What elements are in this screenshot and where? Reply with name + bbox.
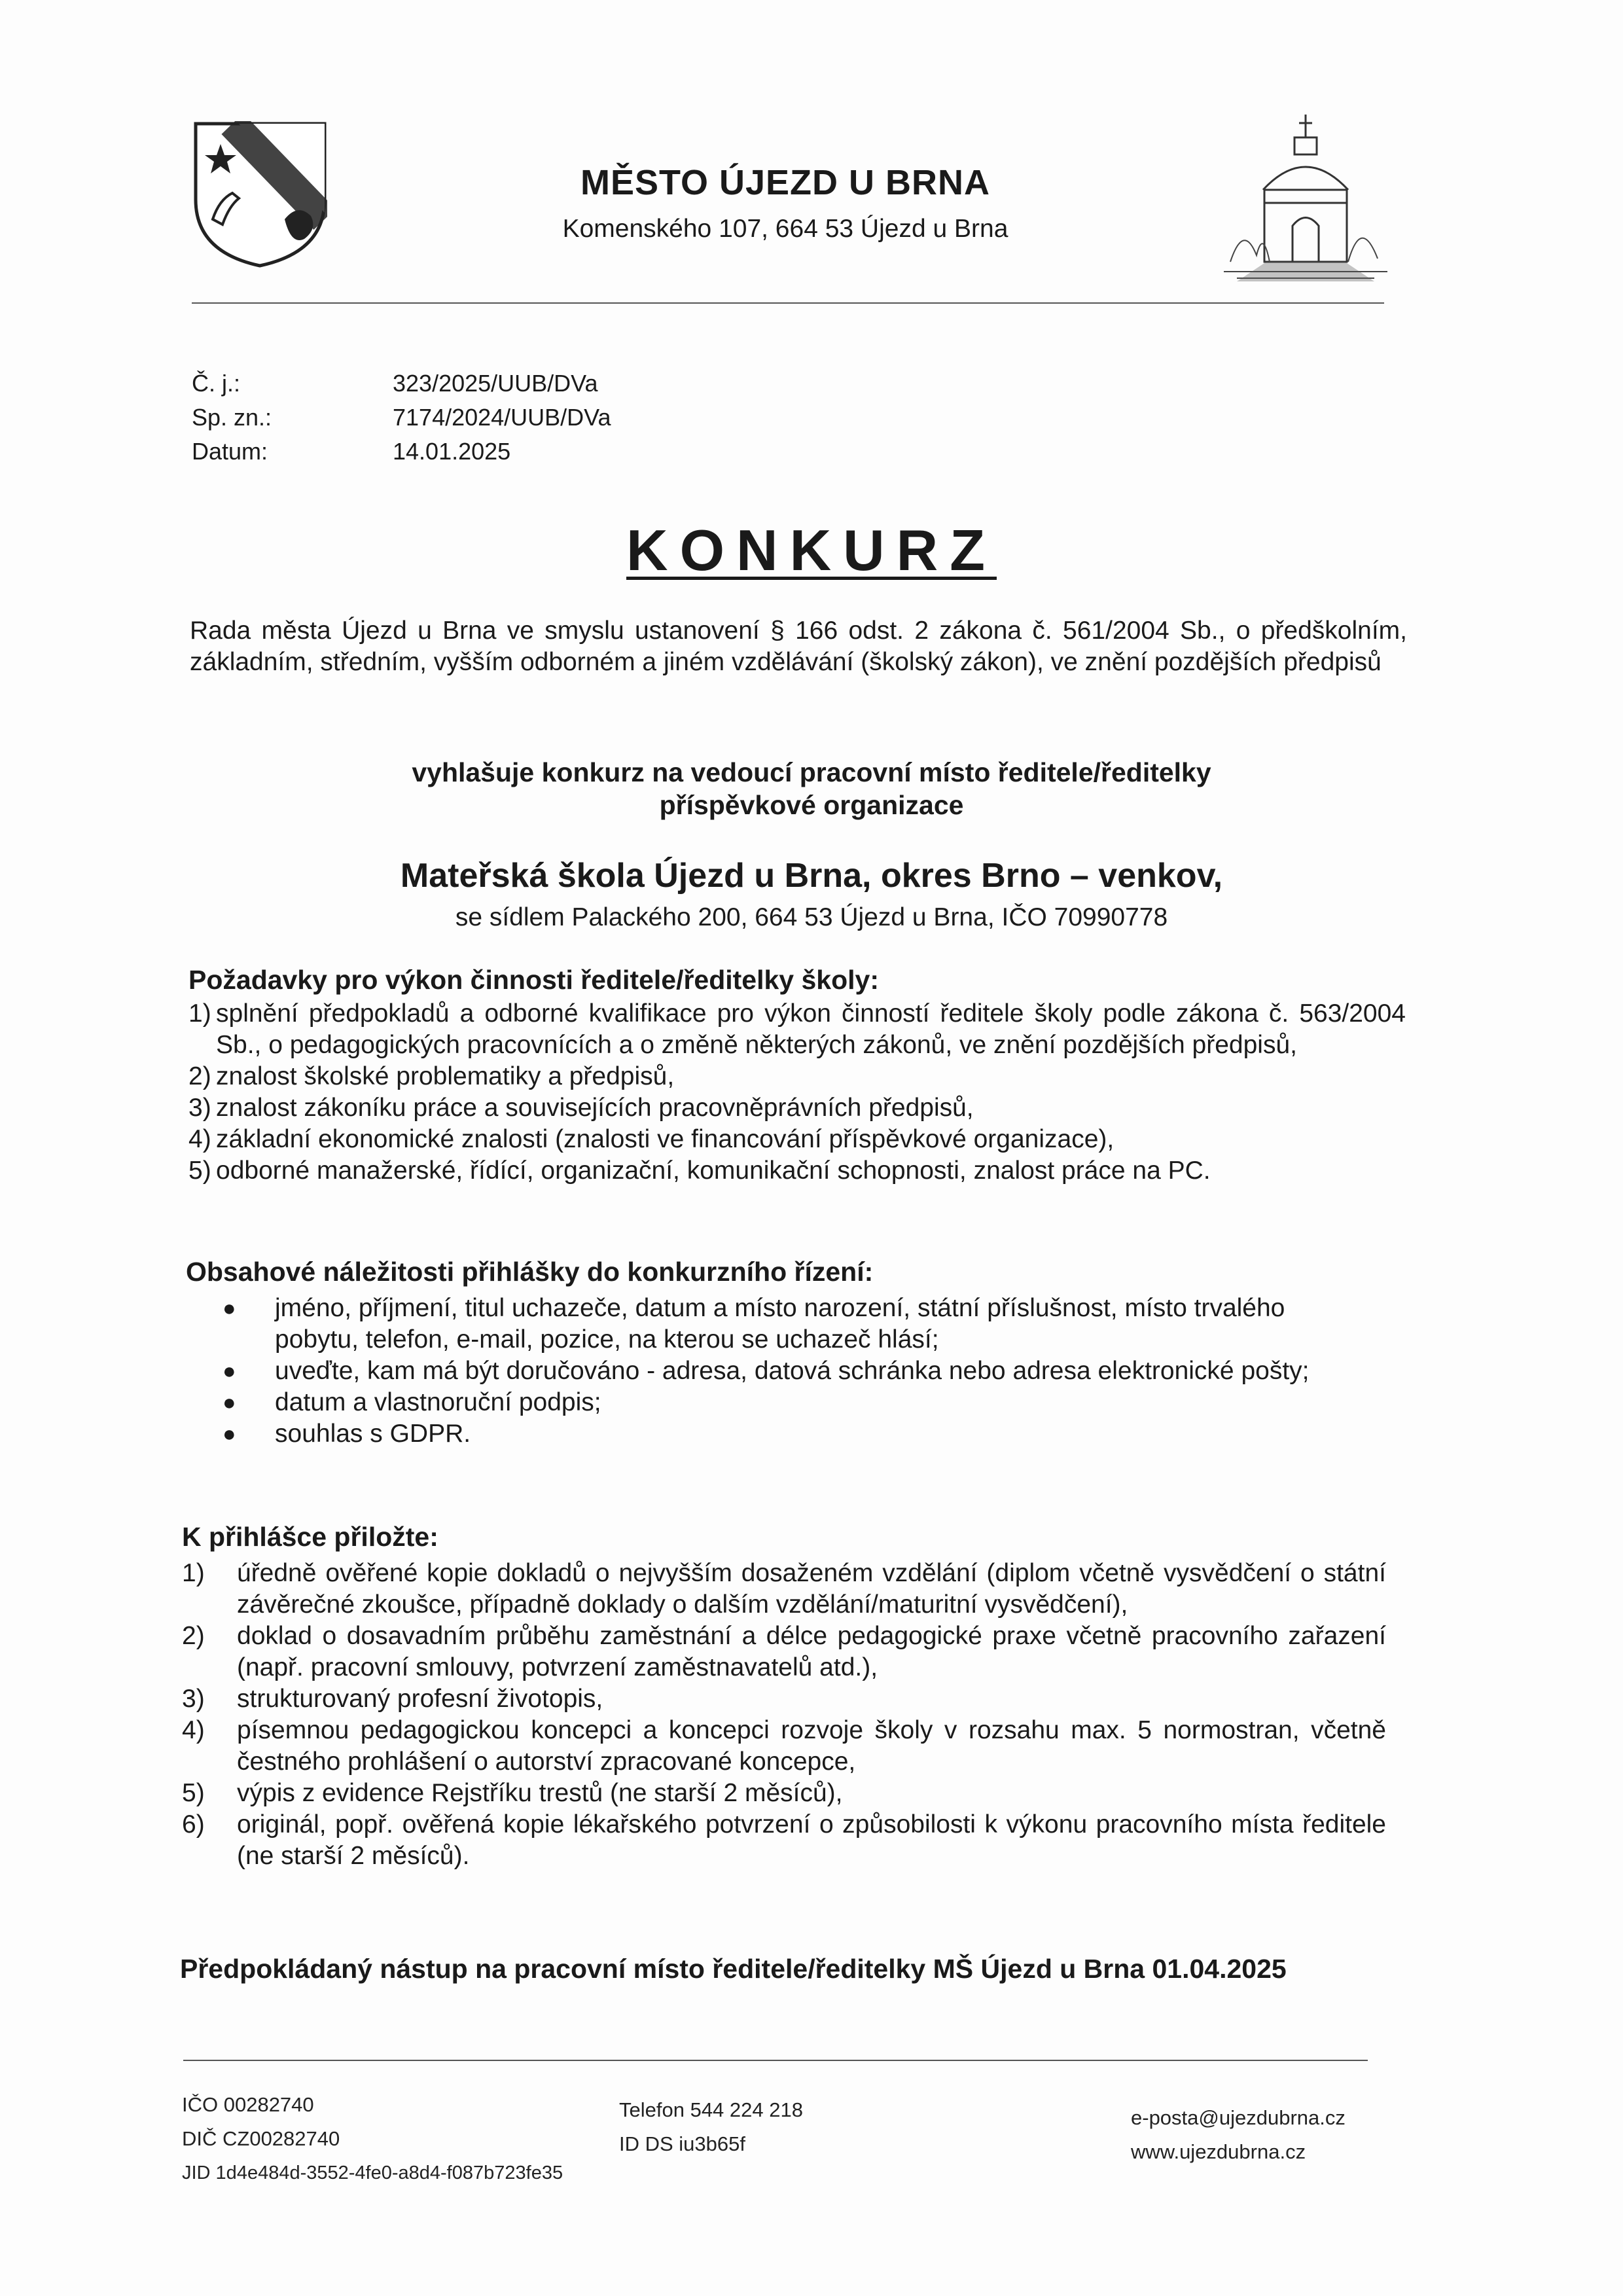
item-text: znalost školské problematiky a předpisů, — [216, 1062, 675, 1090]
bullet-icon: ● — [223, 1422, 236, 1446]
list-item — [182, 1621, 1386, 1683]
footer-email: e-posta@ujezdubrna.cz — [1131, 2106, 1346, 2129]
item-text: písemnou pedagogickou koncepci a koncepci rozvoje školy v rozsahu max. 5 normostran, včetně čestného prohlášení o autorství zpracované koncepce, — [237, 1716, 1386, 1776]
attachments-list — [182, 1558, 1386, 1872]
item-text: strukturovaný profesní životopis, — [237, 1685, 603, 1713]
footer-online — [1131, 2101, 1346, 2169]
footer-data-box: ID DS iu3b65f — [619, 2132, 745, 2155]
list-item — [182, 1558, 1386, 1621]
list-item — [182, 1809, 1386, 1872]
list-item — [188, 998, 1406, 1061]
footer-contact — [619, 2093, 803, 2161]
item-text: základní ekonomické znalosti (znalosti ve financování příspěvkové organizace), — [216, 1125, 1115, 1153]
item-text: výpis z evidence Rejstříku trestů (ne starší 2 měsíců), — [237, 1779, 843, 1807]
item-number: 4) — [188, 1125, 211, 1153]
requirements-list — [188, 998, 1406, 1187]
item-number: 2) — [182, 1622, 205, 1650]
item-number: 5) — [182, 1779, 205, 1807]
footer-web: www.ujezdubrna.cz — [1131, 2140, 1306, 2163]
footer-dic: DIČ CZ00282740 — [182, 2127, 340, 2150]
item-text: souhlas s GDPR. — [275, 1420, 471, 1448]
item-text: doklad o dosavadním průběhu zaměstnání a délce pedagogické praxe včetně pracovního zařazení (např. pracovní smlouvy, potvrzení zaměstnavatelů atd.), — [237, 1622, 1386, 1681]
announcement-line-2: příspěvkové organizace — [659, 790, 964, 820]
item-number: 5) — [188, 1157, 211, 1185]
item-text: jméno, příjmení, titul uchazeče, datum a místo narození, státní příslušnost, místo trvalého pobytu, telefon, e-mail, pozice, na kterou se uchazeč hlásí; — [275, 1294, 1285, 1354]
spzn-label: Sp. zn.: — [192, 404, 272, 431]
cj-value: 323/2025/UUB/DVa — [393, 370, 598, 397]
footer-divider — [183, 2060, 1368, 2061]
list-item — [188, 1124, 1406, 1155]
reference-row-spzn — [192, 401, 611, 435]
item-text: uveďte, kam má být doručováno - adresa, datová schránka nebo adresa elektronické pošty; — [275, 1357, 1310, 1385]
expected-start: Předpokládaný nástup na pracovní místo ředitele/ředitelky MŠ Újezd u Brna 01.04.2025 — [180, 1954, 1287, 1984]
coat-of-arms-icon — [193, 121, 327, 268]
item-text: odborné manažerské, řídící, organizační, komunikační schopnosti, znalost práce na PC. — [216, 1157, 1211, 1185]
item-number: 1) — [182, 1559, 205, 1587]
list-item — [223, 1387, 1348, 1418]
requirements-heading: Požadavky pro výkon činnosti ředitele/ředitelky školy: — [188, 965, 879, 995]
application-heading: Obsahové náležitosti přihlášky do konkurzního řízení: — [186, 1257, 874, 1287]
footer-jid: JID 1d4e484d-3552-4fe0-a8d4-f087b723fe35 — [182, 2162, 563, 2183]
header-divider — [192, 302, 1384, 304]
item-text: splnění předpokladů a odborné kvalifikace pro výkon činností ředitele školy podle zákona č. 563/2004 Sb., o pedagogických pracovnících a o změně některých zákonů, ve znění pozdějších předpisů, — [216, 999, 1406, 1059]
application-list — [223, 1293, 1348, 1450]
list-item — [182, 1778, 1386, 1809]
bullet-icon: ● — [223, 1359, 236, 1384]
list-item — [188, 1092, 1406, 1124]
list-item — [188, 1061, 1406, 1092]
reference-row-cj — [192, 367, 611, 401]
item-text: datum a vlastnoruční podpis; — [275, 1388, 601, 1416]
municipality-address: Komenského 107, 664 53 Újezd u Brna — [562, 215, 1008, 243]
item-number: 4) — [182, 1716, 205, 1744]
document-title — [0, 517, 1623, 584]
footer-ids — [182, 2088, 563, 2190]
chapel-drawing-icon — [1224, 111, 1387, 288]
intro-paragraph: Rada města Újezd u Brna ve smyslu ustanovení § 166 odst. 2 zákona č. 561/2004 Sb., o předškolním, základním, středním, vyšším odborném a jiném vzdělávání (školský zákon), ve znění pozdějších předpisů — [190, 617, 1407, 676]
footer-ico: IČO 00282740 — [182, 2093, 314, 2116]
item-number: 2) — [188, 1062, 211, 1090]
spzn-value: 7174/2024/UUB/DVa — [393, 404, 611, 431]
item-text: originál, popř. ověřená kopie lékařského potvrzení o způsobilosti k výkonu pracovního místa ředitele (ne starší 2 měsíců). — [237, 1810, 1386, 1870]
list-item — [182, 1715, 1386, 1778]
school-name: Mateřská škola Újezd u Brna, okres Brno – venkov, — [400, 857, 1223, 895]
item-number: 3) — [182, 1685, 205, 1713]
bullet-icon: ● — [223, 1296, 236, 1321]
item-number: 6) — [182, 1810, 205, 1839]
announcement — [0, 756, 1623, 821]
item-text: úředně ověřené kopie dokladů o nejvyšším dosaženém vzdělání (diplom včetně vysvědčení o státní závěrečné zkoušce, případně doklady o dalším vzdělání/maturitní vysvědčení), — [237, 1559, 1386, 1619]
list-item — [223, 1418, 1348, 1450]
list-item — [182, 1683, 1386, 1715]
list-item — [223, 1293, 1348, 1355]
cj-label: Č. j.: — [192, 370, 241, 397]
item-number: 3) — [188, 1094, 211, 1122]
list-item — [188, 1155, 1406, 1187]
list-item — [223, 1355, 1348, 1387]
item-number: 1) — [188, 999, 211, 1028]
school-seat: se sídlem Palackého 200, 664 53 Újezd u Brna, IČO 70990778 — [455, 903, 1168, 931]
municipality-title: MĚSTO ÚJEZD U BRNA — [580, 163, 991, 202]
document-title-text: KONKURZ — [626, 518, 997, 583]
footer-phone: Telefon 544 224 218 — [619, 2098, 803, 2121]
item-text: znalost zákoníku práce a souvisejících pracovněprávních předpisů, — [216, 1094, 974, 1122]
reference-block — [192, 367, 611, 469]
datum-label: Datum: — [192, 438, 268, 465]
bullet-icon: ● — [223, 1390, 236, 1415]
reference-row-datum — [192, 435, 611, 469]
announcement-line-1: vyhlašuje konkurz na vedoucí pracovní místo ředitele/ředitelky — [412, 757, 1211, 787]
datum-value: 14.01.2025 — [393, 438, 511, 465]
attachments-heading: K přihlášce přiložte: — [182, 1522, 438, 1552]
